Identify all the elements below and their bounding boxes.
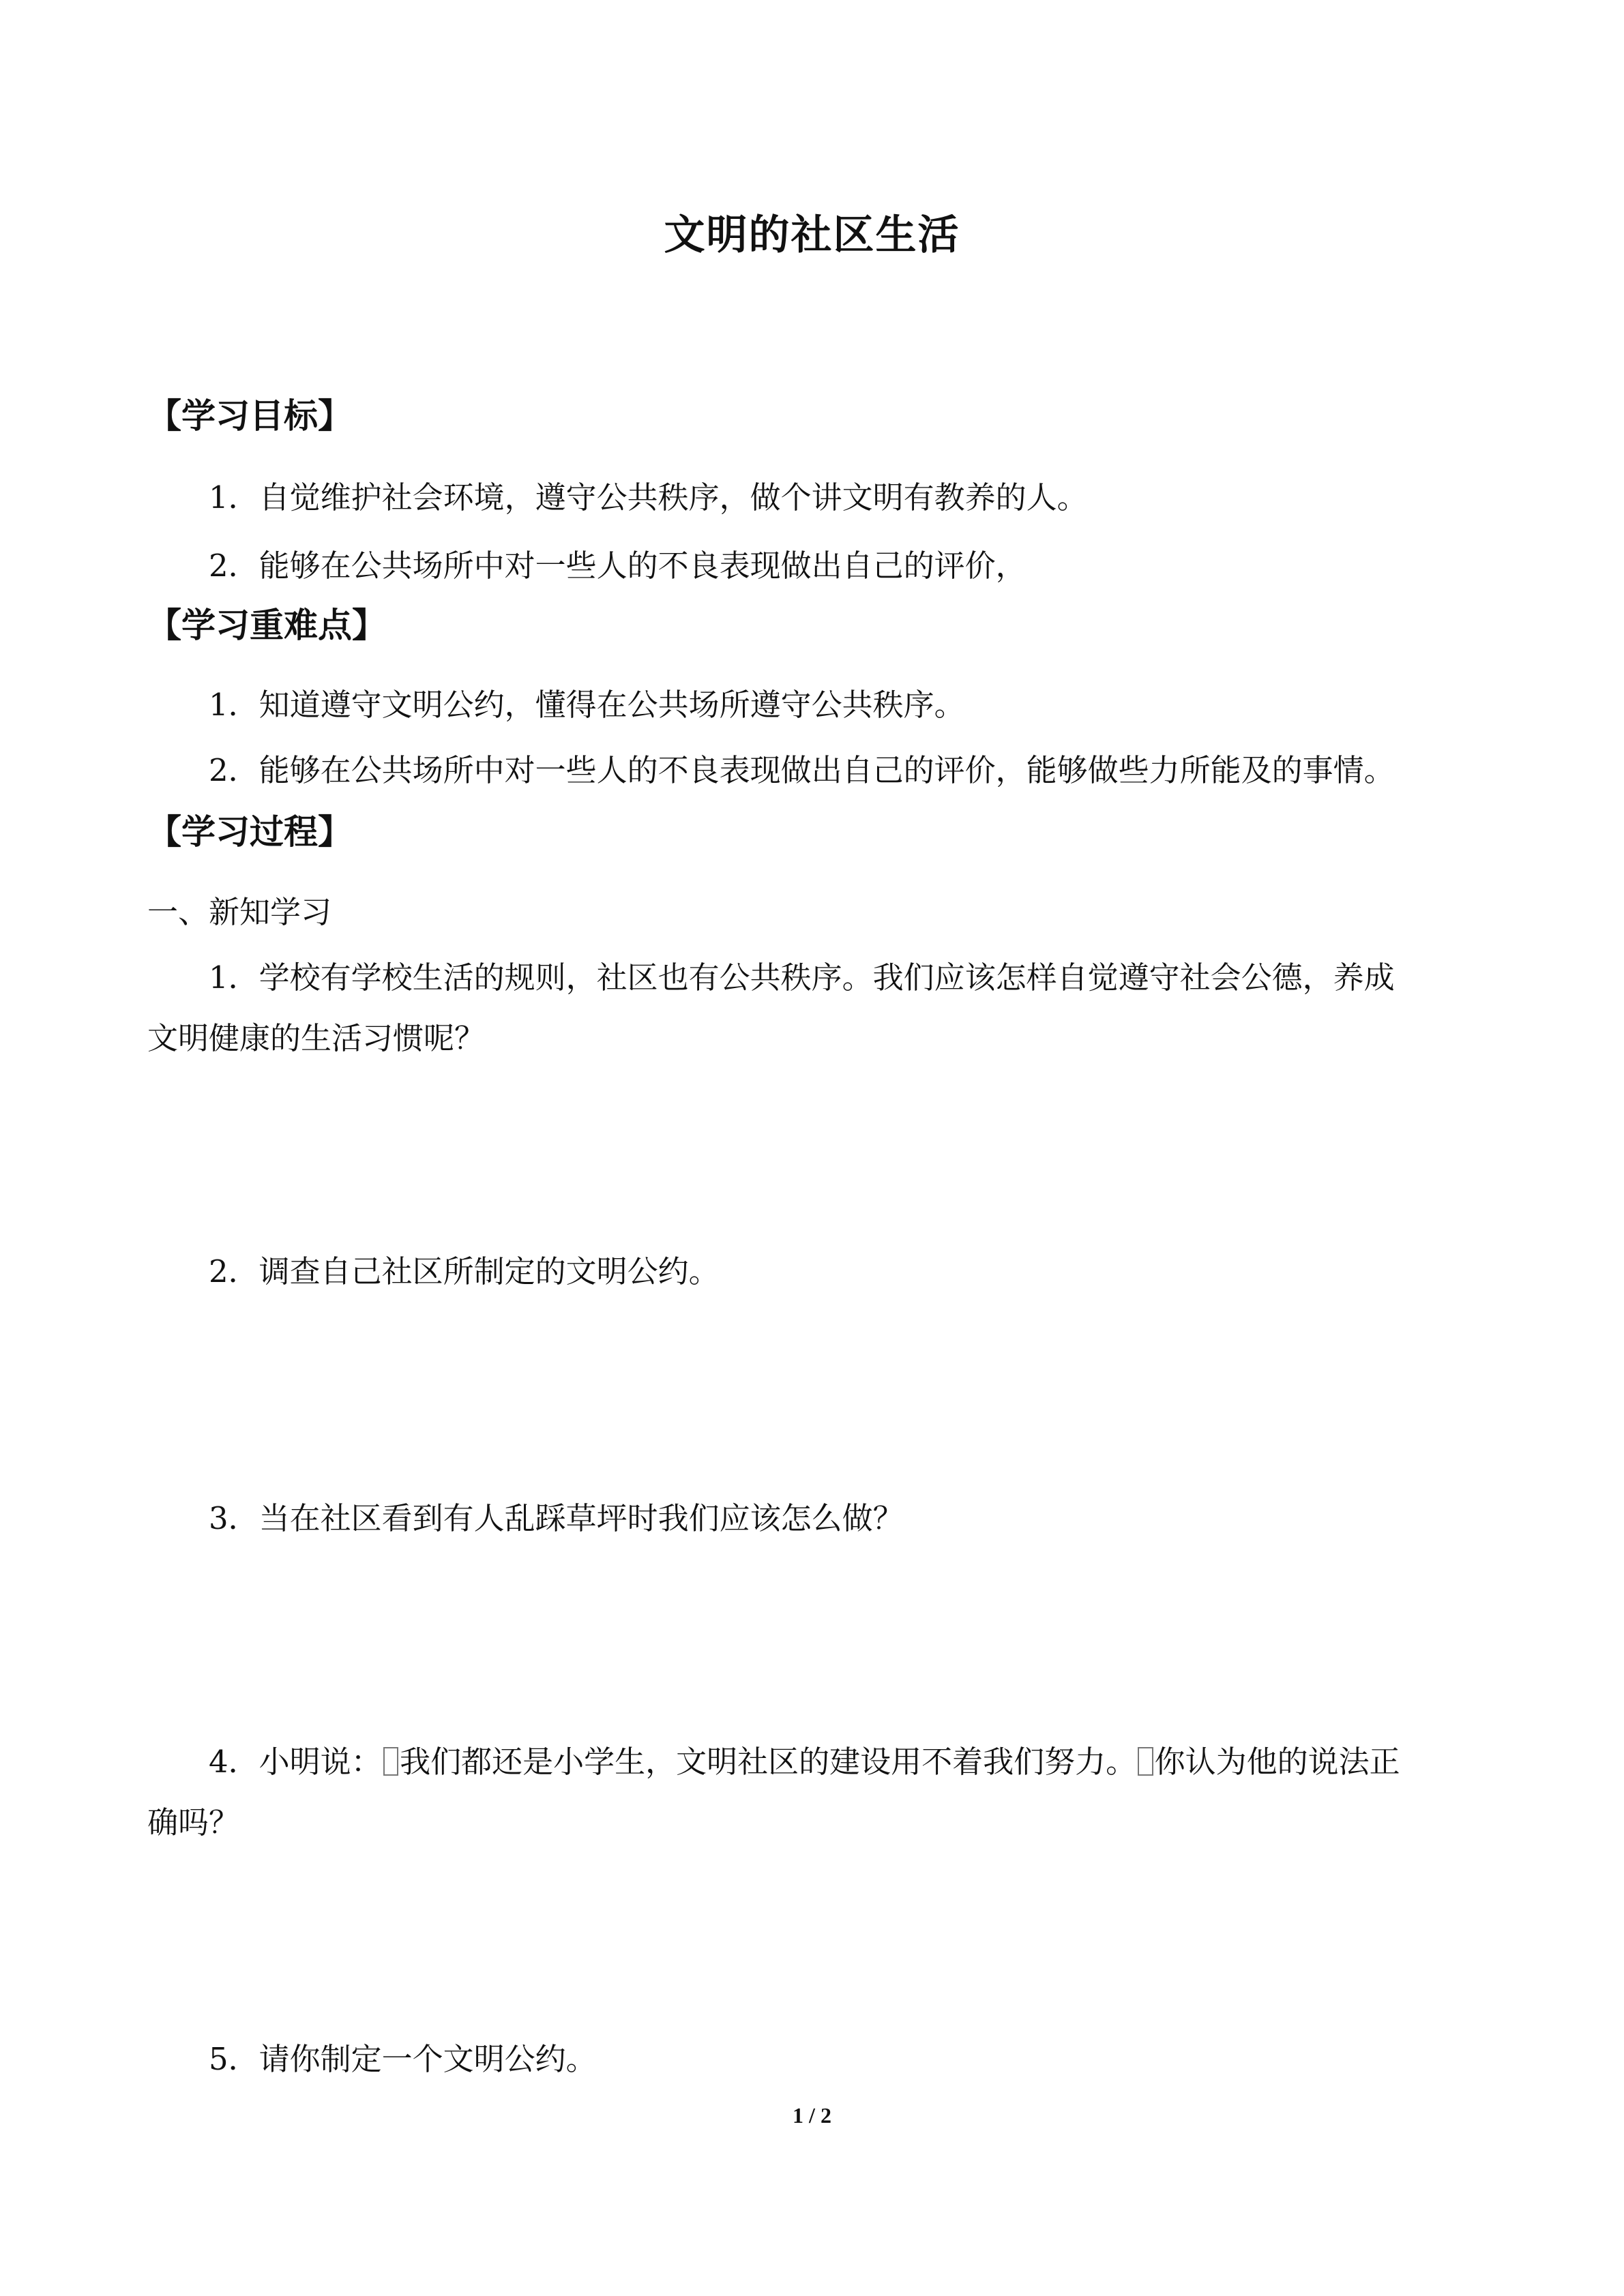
question-4-line-1 [209,1742,1400,1783]
section-heading-goals: 【学习目标】 [147,396,352,436]
question-4-quote: 我们都还是小学生，文明社区的建设用不着我们努力。 [400,1744,1137,1780]
section-heading-key-points: 【学习重难点】 [147,606,386,645]
question-1-line-2: 文明健康的生活习惯呢？ [147,1020,486,1056]
missing-glyph-open-quote-icon [383,1747,399,1776]
question-3: 3．当在社区看到有人乱踩草坪时我们应该怎么做？ [209,1500,904,1536]
missing-glyph-close-quote-icon [1138,1747,1153,1776]
question-5: 5．请你制定一个文明公约。 [209,2041,597,2077]
process-subheading: 一、新知学习 [147,894,332,930]
goal-item-1: 1．自觉维护社会环境，遵守公共秩序，做个讲文明有教养的人。 [209,479,1088,516]
goal-item-2: 2．能够在公共场所中对一些人的不良表现做出自己的评价， [209,548,1027,584]
key-point-item-1: 1．知道遵守文明公约，懂得在公共场所遵守公共秩序。 [209,687,965,723]
page-number: 1 / 2 [793,2103,831,2128]
section-heading-process: 【学习过程】 [147,812,352,852]
key-point-item-2: 2．能够在公共场所中对一些人的不良表现做出自己的评价，能够做些力所能及的事情。 [209,752,1395,788]
question-4-prefix: 4．小明说： [209,1744,382,1780]
question-4-suffix: 你认为他的说法正 [1154,1744,1400,1780]
document-title: 文明的社区生活 [664,211,960,259]
question-4-line-2: 确吗？ [147,1804,240,1840]
question-1-line-1: 1．学校有学校生活的规则，社区也有公共秩序。我们应该怎样自觉遵守社会公德，养成 [209,959,1395,996]
question-2: 2．调查自己社区所制定的文明公约。 [209,1253,720,1289]
